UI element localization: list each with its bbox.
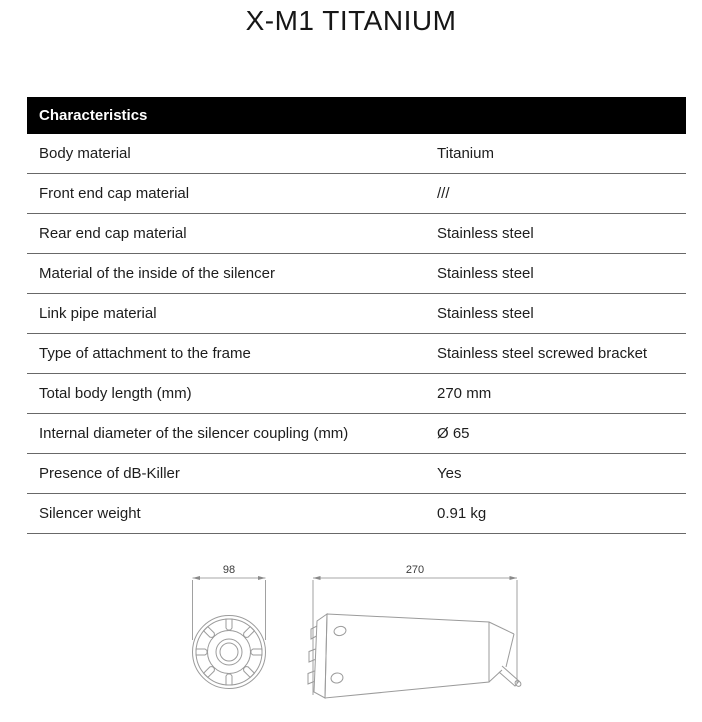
spec-label: Rear end cap material: [39, 225, 187, 242]
spec-value: Titanium: [437, 145, 494, 162]
side-view: [308, 564, 522, 698]
spec-row-inside-material: [27, 254, 686, 294]
front-diameter-dimension: 98: [222, 564, 236, 576]
characteristics-table-header: Characteristics: [27, 97, 686, 134]
spec-label: Material of the inside of the silencer: [39, 265, 275, 282]
spec-row-coupling-diameter: [27, 414, 686, 454]
spec-row-front-end-cap: [27, 174, 686, 214]
spec-row-db-killer: [27, 454, 686, 494]
silencer-drawing-svg: [150, 555, 570, 722]
spec-label: Body material: [39, 145, 131, 162]
spec-value: Ø 65: [437, 425, 470, 442]
spec-value: 0.91 kg: [437, 505, 487, 522]
spec-row-link-pipe: [27, 294, 686, 334]
spec-value: ///: [437, 185, 450, 202]
spec-value: Stainless steel: [437, 305, 534, 322]
technical-drawing: [150, 555, 570, 722]
spec-value: 270 mm: [437, 385, 492, 402]
spec-row-attachment-type: [27, 334, 686, 374]
spec-label: Front end cap material: [39, 185, 190, 202]
spec-row-total-length: [27, 374, 686, 414]
spec-label: Presence of dB-Killer: [39, 465, 180, 482]
spec-label: Total body length (mm): [39, 385, 192, 402]
spec-label: Internal diameter of the silencer coupling (mm): [39, 425, 349, 442]
spec-label: Type of attachment to the frame: [39, 345, 251, 362]
spec-row-rear-end-cap: [27, 214, 686, 254]
spec-value: Stainless steel: [437, 225, 534, 242]
body-length-dimension: 270: [405, 564, 425, 576]
spec-row-weight: [27, 494, 686, 534]
front-view: [193, 564, 266, 689]
characteristics-table: [27, 97, 686, 534]
spec-label: Link pipe material: [39, 305, 157, 322]
spec-value: Stainless steel: [437, 265, 534, 282]
front-view-tabs: [196, 619, 262, 685]
spec-label: Silencer weight: [39, 505, 141, 522]
spec-value: Yes: [437, 465, 462, 482]
spec-value: Stainless steel screwed bracket: [437, 345, 648, 362]
page-title: X-M1 TITANIUM: [245, 5, 457, 36]
spec-row-body-material: [27, 134, 686, 174]
